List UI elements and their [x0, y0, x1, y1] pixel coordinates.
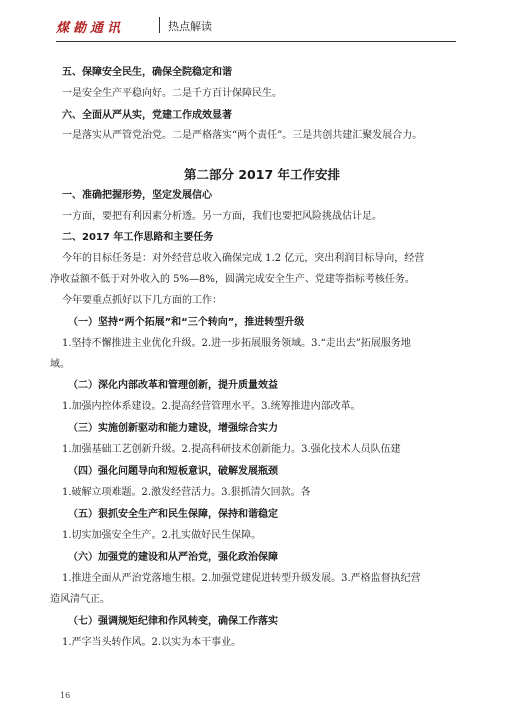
paragraph: 一是落实从严管党治党。二是严格落实“两个责任”。三是共创共建汇聚发展合力。 [62, 130, 423, 141]
paragraph: 1.推进全面从严治党落地生根。2.加强党建促进转型升级发展。3.严格监督执纪营 [62, 573, 421, 584]
header-rule [56, 41, 456, 42]
subheading-1: （一）坚持“两个拓展”和“三个转向”，推进转型升级 [68, 317, 305, 328]
paragraph: 1.加强内控体系建设。2.提高经营管理水平。3.统筹推进内部改革。 [62, 401, 361, 412]
subheading-3: （三）实施创新驱动和能力建设，增强综合实力 [68, 423, 278, 434]
section-name: 热点解读 [168, 20, 212, 33]
paragraph: 1.严字当头转作风。2.以实为本干事业。 [62, 637, 242, 648]
part-two-title: 第二部分 2017 年工作安排 [184, 167, 340, 182]
subheading-6: （六）加强党的建设和从严治党，强化政治保障 [68, 552, 278, 563]
brand-logo-text: 煤勘通讯 [56, 21, 125, 36]
paragraph: 1.切实加强安全生产。2.扎实做好民生保障。 [62, 530, 262, 541]
paragraph-continued: 净收益额不低于对外收入的 5%—8%，圆满完成安全生产、党建等指标考核任务。 [50, 274, 415, 285]
paragraph: 今年的目标任务是：对外经营总收入确保完成 1.2 亿元，突出利润目标导向，经营 [62, 253, 425, 264]
paragraph: 一方面，要把有利因素分析透。另一方面，我们也要把风险挑战估计足。 [62, 211, 382, 222]
heading-6: 六、全面从严从实，党建工作成效显著 [62, 110, 232, 121]
paragraph: 一是安全生产平稳向好。二是千方百计保障民生。 [62, 88, 282, 99]
paragraph-continued: 域。 [50, 359, 70, 370]
heading-2: 二、2017 年工作思路和主要任务 [62, 232, 214, 243]
paragraph-continued: 造风清气正。 [50, 594, 110, 605]
page-header [56, 16, 456, 36]
paragraph: 1.坚持不懈推进主业优化升级。2.进一步拓展服务领域。3.“走出去”拓展服务地 [62, 338, 411, 349]
heading-1: 一、准确把握形势，坚定发展信心 [62, 190, 212, 201]
header-divider [159, 17, 160, 33]
page-number: 16 [60, 691, 71, 700]
heading-5: 五、保障安全民生，确保全院稳定和谐 [62, 67, 232, 78]
subheading-2: （二）深化内部改革和管理创新，提升质量效益 [68, 380, 278, 391]
subheading-5: （五）狠抓安全生产和民生保障，保持和谐稳定 [68, 509, 278, 520]
paragraph: 1.加强基础工艺创新升级。2.提高科研技术创新能力。3.强化技术人员队伍建 [62, 444, 401, 455]
subheading-4: （四）强化问题导向和短板意识，破解发展瓶颈 [68, 466, 278, 477]
paragraph: 今年要重点抓好以下几方面的工作： [62, 295, 222, 306]
paragraph: 1.破解立项难题。2.激发经营活力。3.狠抓清欠回款。各 [62, 487, 311, 498]
subheading-7: （七）强调规矩纪律和作风转变，确保工作落实 [68, 616, 278, 627]
